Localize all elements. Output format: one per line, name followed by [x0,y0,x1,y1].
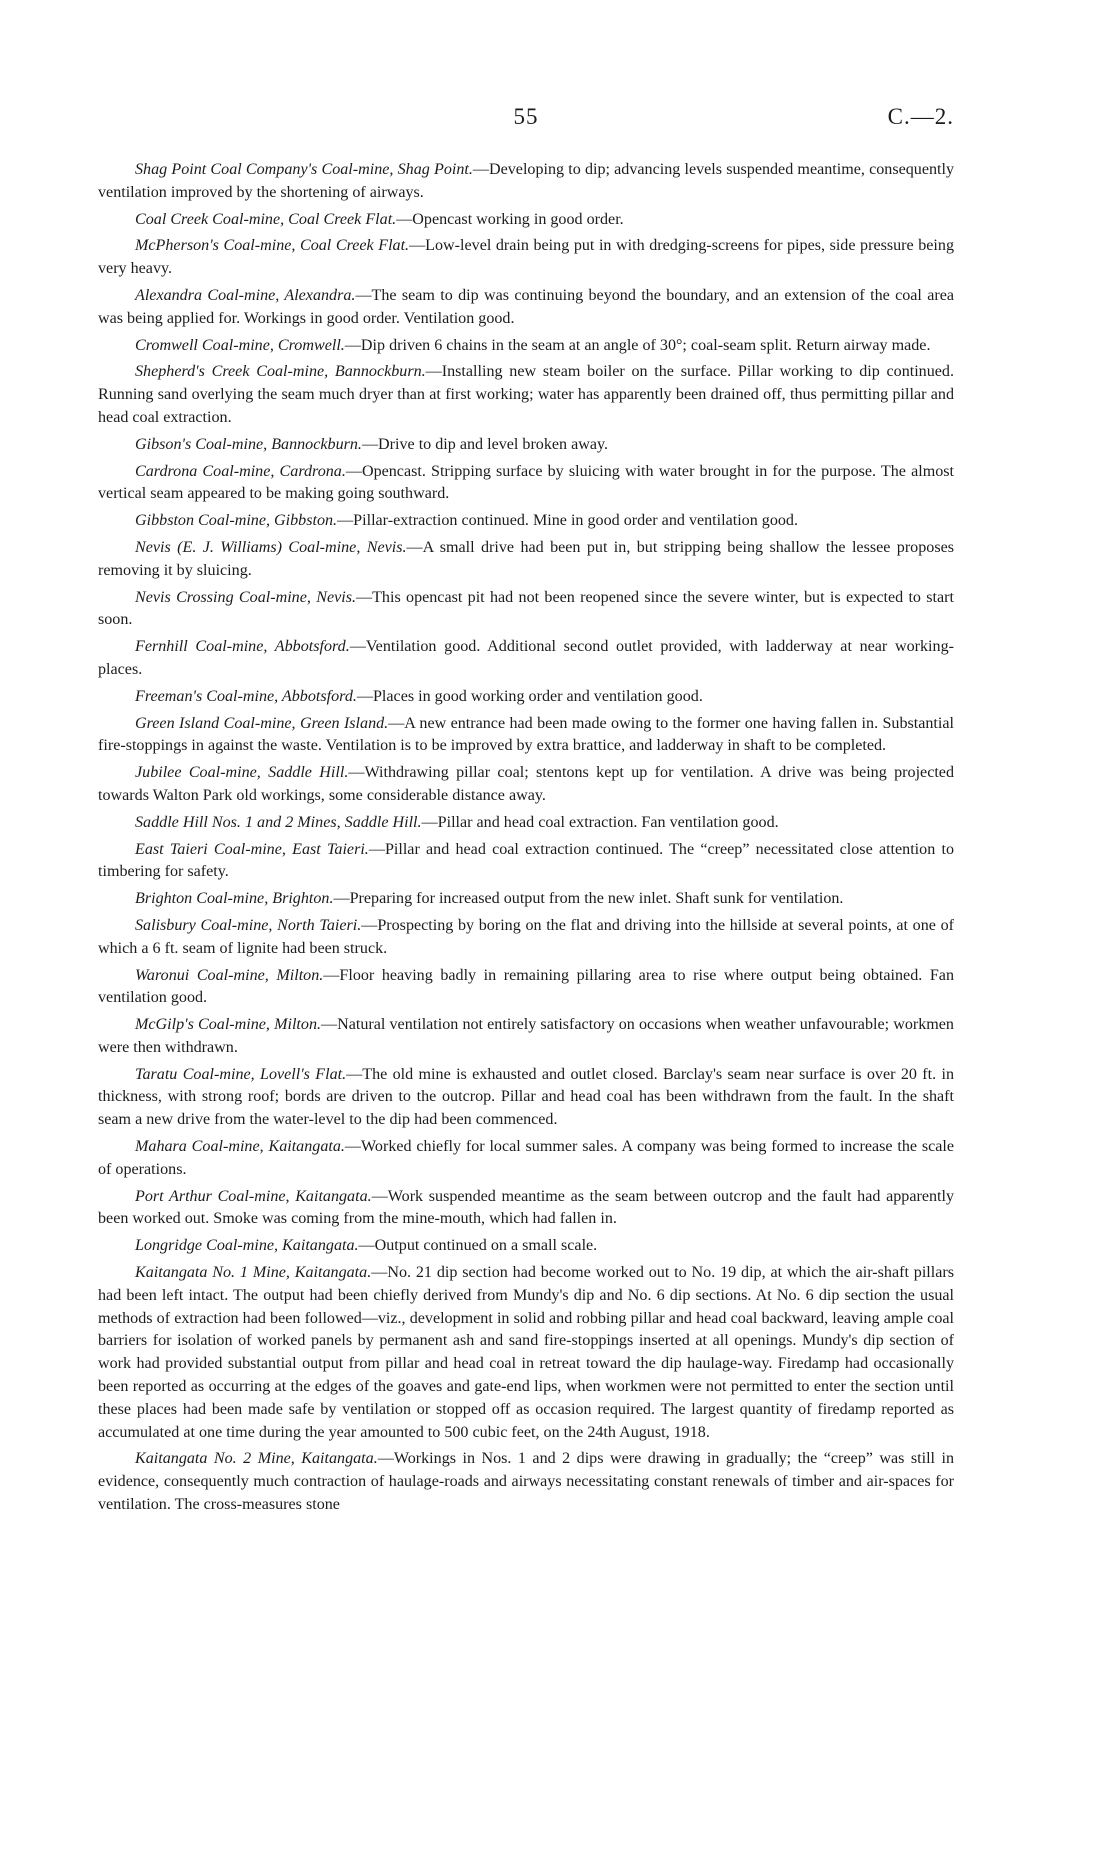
entry-text: —Installing new steam boiler on the surface. Pillar working to dip continued. Running sand overlying the seam much dryer than at first working; water has apparently been drained off, thus permitting pillar and head coal extraction. [98,363,954,426]
entry-kaitangata-no2 [98,1448,954,1516]
mine-name: Port Arthur Coal-mine, Kaitangata. [135,1187,372,1205]
entry-text: —Floor heaving badly in remaining pillaring area to rise where output being obtained. Fan ventilation good. [98,966,954,1007]
entry-east-taieri [98,839,954,885]
entry-text: —The old mine is exhausted and outlet closed. Barclay's seam near surface is over 20 ft. in thickness, with strong roof; bords are driven to the outcrop. Pillar and head coal has been withdrawn from the fault. In the shaft seam a new drive from the water-level to the dip had been commenced. [98,1065,954,1129]
entry-port-arthur [98,1186,954,1232]
entry-text: —Output continued on a small scale. [358,1237,598,1255]
mine-name: Brighton Coal-mine, Brighton. [135,890,334,908]
entry-jubilee [98,762,954,808]
mine-name: Salisbury Coal-mine, North Taieri. [135,916,362,934]
mine-name: Alexandra Coal-mine, Alexandra. [135,286,356,304]
entry-cardrona [98,461,954,507]
mine-name: Green Island Coal-mine, Green Island. [135,714,389,732]
page-number: 55 [513,104,539,129]
entry-mcphersons [98,235,954,281]
mine-name: Saddle Hill Nos. 1 and 2 Mines, Saddle Hill. [135,813,422,831]
mine-name: McGilp's Coal-mine, Milton. [135,1016,322,1034]
mine-name: Jubilee Coal-mine, Saddle Hill. [135,764,349,782]
mine-name: Shepherd's Creek Coal-mine, Bannockburn. [135,363,426,381]
mine-name: Taratu Coal-mine, Lovell's Flat. [135,1065,347,1083]
entry-text: —Developing to dip; advancing levels suspended meantime, consequently ventilation improved by the shortening of airways. [98,161,955,201]
entry-text: —Preparing for increased output from the new inlet. Shaft sunk for ventilation. [333,890,844,908]
entry-text: —Natural ventilation not entirely satisfactory on occasions when weather unfavourable; workmen were then withdrawn. [98,1016,954,1056]
entry-taratu [98,1064,954,1132]
document-code: C.—2. [887,104,954,129]
mine-name: Cardrona Coal-mine, Cardrona. [135,462,346,480]
mine-name: Gibbston Coal-mine, Gibbston. [135,512,338,530]
entry-text: —Ventilation good. Additional second outlet provided, with ladderway at near working-places. [98,638,954,678]
mine-name: Gibson's Coal-mine, Bannockburn. [135,435,362,453]
mine-name: Longridge Coal-mine, Kaitangata. [135,1237,359,1255]
entry-freemans [98,686,954,709]
entry-text: —Pillar and head coal extraction. Fan ventilation good. [421,813,779,831]
entry-text: —Opencast working in good order. [396,210,624,228]
entry-text: —Pillar and head coal extraction continued. The “creep” necessitated close attention to timbering for safety. [98,840,954,881]
entry-shepherds-creek [98,361,954,429]
entry-text: —Dip driven 6 chains in the seam at an angle of 30°; coal-seam split. Return airway made. [344,336,931,354]
entry-waronui [98,965,954,1011]
entry-green-island [98,713,954,759]
entry-text: —This opencast pit had not been reopened since the severe winter, but is expected to start soon. [98,588,954,629]
mine-name: Coal Creek Coal-mine, Coal Creek Flat. [135,210,397,228]
mine-name: Shag Point Coal Company's Coal-mine, Shag Point. [135,161,473,178]
entry-brighton [98,888,954,911]
entry-gibbston [98,510,954,533]
entry-shag-point [98,159,954,205]
entry-text: —Withdrawing pillar coal; stentons kept up for ventilation. A drive was being projected towards Walton Park old workings, some considerable distance away. [98,764,954,804]
entry-text: —Prospecting by boring on the flat and driving into the hillside at several points, at one of which a 6 ft. seam of lignite had been struck. [98,916,954,957]
entry-text: —Opencast. Stripping surface by sluicing with water brought in for the purpose. The almost vertical seam appeared to be making going southward. [98,462,954,503]
entry-text: —A new entrance had been made owing to the former one having fallen in. Substantial fire-stoppings in against the waste. Ventilation is to be improved by extra brattice, and ladderway in shaft to be completed. [98,714,954,755]
entry-saddle-hill [98,812,954,835]
mine-name: McPherson's Coal-mine, Coal Creek Flat. [135,237,410,255]
entry-text: —Drive to dip and level broken away. [361,435,609,453]
entry-alexandra [98,285,954,331]
mine-name: Fernhill Coal-mine, Abbotsford. [135,638,350,656]
entry-mcgilps [98,1014,954,1060]
entry-salisbury [98,915,954,961]
entry-nevis-crossing [98,587,954,633]
entry-text: —Pillar-extraction continued. Mine in good order and ventilation good. [337,512,799,530]
entry-text: —A small drive had been put in, but stripping being shallow the lessee proposes removing it by sluicing. [98,538,954,579]
mine-name: Freeman's Coal-mine, Abbotsford. [135,687,357,705]
report-body [98,159,954,1521]
page-header [98,104,954,138]
mine-name: Kaitangata No. 2 Mine, Kaitangata. [135,1450,378,1468]
mine-name: Nevis (E. J. Williams) Coal-mine, Nevis. [135,538,407,556]
entry-kaitangata-no1 [98,1262,954,1444]
entry-mahara [98,1136,954,1182]
mine-name: Waronui Coal-mine, Milton. [135,966,324,984]
entry-text: —Work suspended meantime as the seam between outcrop and the fault had apparently been worked out. Smoke was coming from the mine-mouth, which had fallen in. [98,1187,954,1228]
entry-nevis-williams [98,537,954,583]
entry-text: —Places in good working order and ventilation good. [356,687,703,705]
entry-text: —Workings in Nos. 1 and 2 dips were drawing in gradually; the “creep” was still in evidence, consequently much contraction of haulage-roads and airways necessitating constant renewals of timber and air-spaces for ventilation. The cross-measures stone [98,1450,955,1514]
entry-longridge [98,1235,954,1258]
entry-coal-creek [98,209,954,232]
mine-name: Kaitangata No. 1 Mine, Kaitangata. [135,1264,372,1282]
mine-name: Nevis Crossing Coal-mine, Nevis. [135,588,356,606]
entry-text: —Low-level drain being put in with dredging-screens for pipes, side pressure being very heavy. [98,237,954,278]
entry-fernhill [98,636,954,682]
entry-text: —Worked chiefly for local summer sales. A company was being formed to increase the scale of operations. [98,1138,955,1178]
entry-text: —No. 21 dip section had become worked out to No. 19 dip, at which the air-shaft pillars had been left intact. The output had been chiefly derived from Mundy's dip and No. 6 dip sections. At No. 6 dip section the usual methods of extraction had been followed—viz., development in solid and robbing pillar and head coal backward, leaving ample coal barriers for isolation of worked panels by permanent ash and sand fire-stoppings inserted at all openings. Mundy's dip section of work had provided substantial output from pillar and head coal in retreat toward the dip haulage-way. Firedamp had occasionally been reported as occurring at the edges of the goaves and gate-end lips, when workmen were not permitted to enter the section until these places had been made safe by ventilation or stopped off as occasion required. The largest quantity of firedamp reported as accumulated at one time during the year amounted to 500 cubic feet, on the 24th August, 1918. [98,1264,954,1441]
entry-gibsons [98,434,954,457]
entry-cromwell [98,335,954,358]
entry-text: —The seam to dip was continuing beyond the boundary, and an extension of the coal area was being applied for. Workings in good order. Ventilation good. [98,286,954,327]
mine-name: Mahara Coal-mine, Kaitangata. [135,1138,345,1156]
mine-name: East Taieri Coal-mine, East Taieri. [135,840,369,858]
mine-name: Cromwell Coal-mine, Cromwell. [135,336,345,354]
